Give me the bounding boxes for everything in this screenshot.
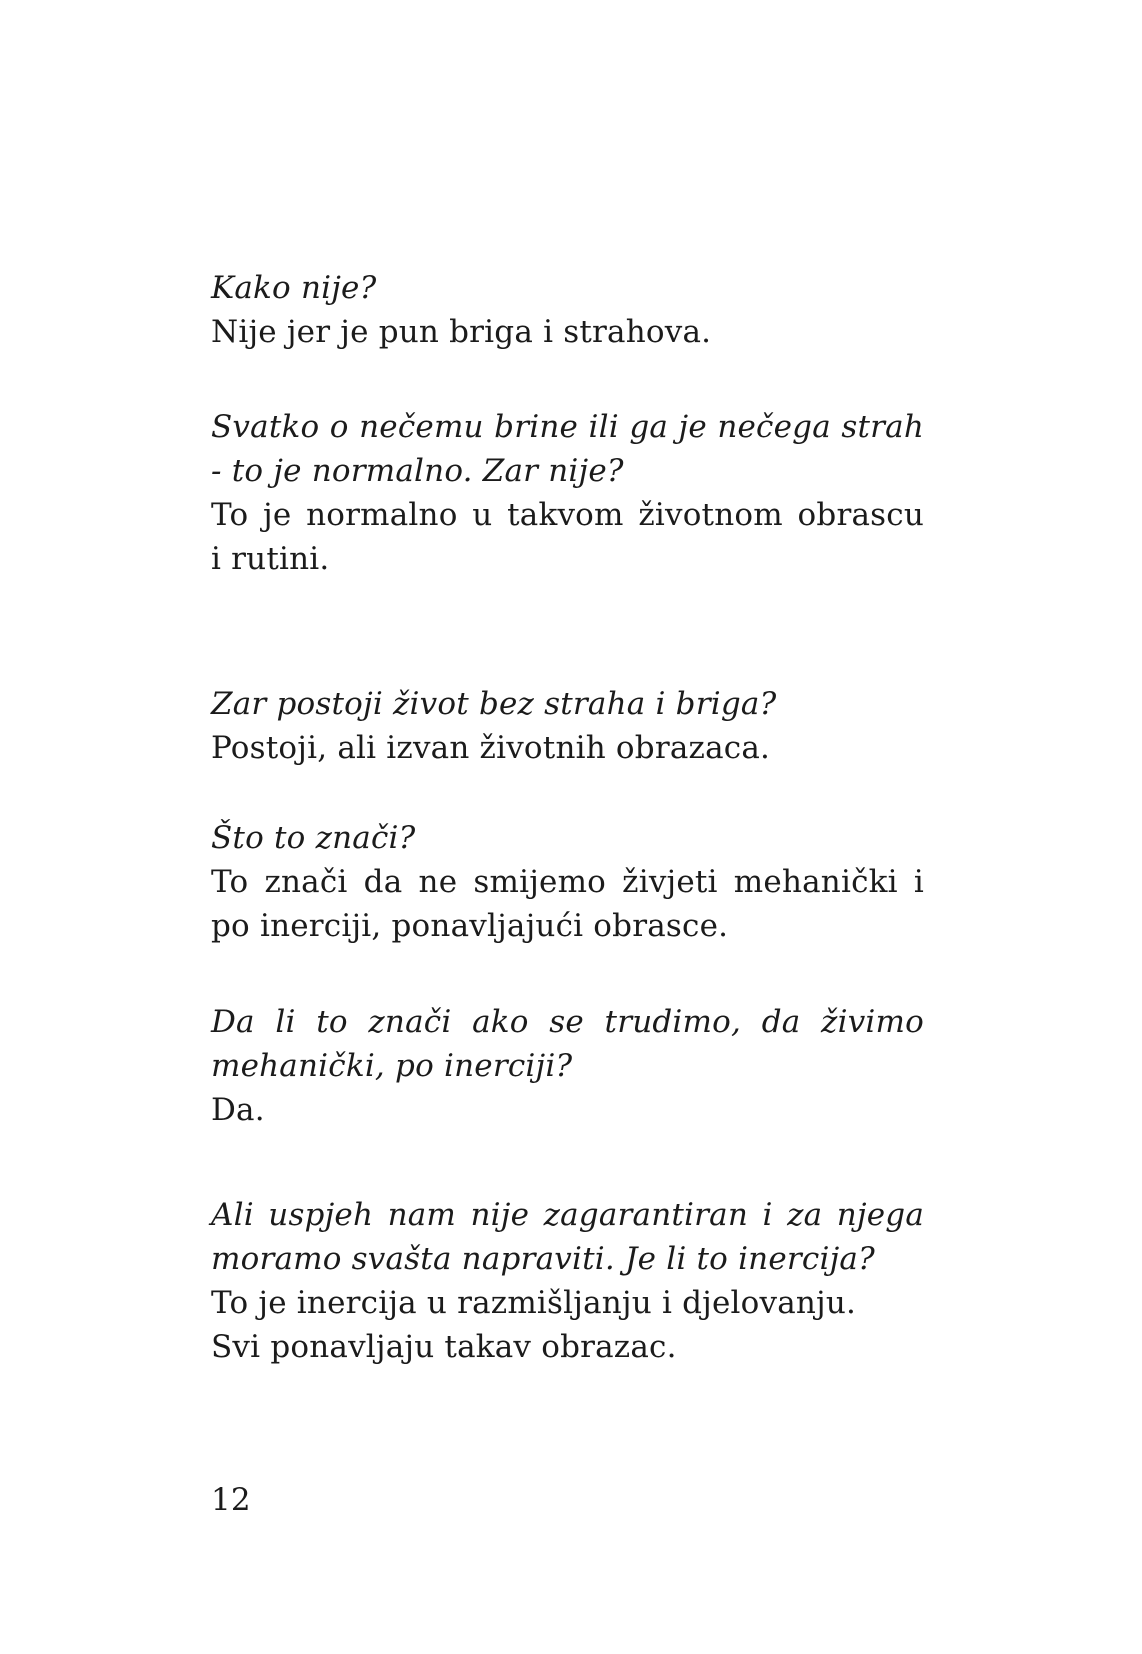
dialogue-block [211, 266, 924, 354]
dialogue-answer-line: i rutini. [211, 541, 330, 577]
dialogue-question-line: mehanički, po inerciji? [211, 1048, 573, 1084]
text-column [211, 266, 924, 1369]
dialogue-answer-line: To je inercija u razmišljanju i djelovanju. [211, 1285, 857, 1321]
dialogue-answer-line: Nije jer je pun briga i strahova. [211, 314, 712, 350]
dialogue-block [211, 682, 924, 770]
dialogue-question-line: Zar postoji život bez straha i briga? [211, 686, 777, 722]
dialogue-block [211, 1000, 924, 1132]
dialogue-answer-line: To znači da ne smijemo živjeti mehanički i [211, 864, 924, 900]
dialogue-question-line: moramo svašta napraviti. Je li to inercija? [211, 1241, 875, 1277]
dialogue-question-line: Što to znači? [211, 820, 416, 856]
dialogue-question-line: Ali uspjeh nam nije zagarantiran i za njega [211, 1197, 924, 1233]
dialogue-block [211, 1193, 924, 1369]
page-number: 12 [211, 1482, 251, 1518]
dialogue-answer-line: Postoji, ali izvan životnih obrazaca. [211, 730, 771, 766]
dialogue-question-line: Da li to znači ako se trudimo, da živimo [211, 1004, 924, 1040]
dialogue-block [211, 816, 924, 948]
dialogue-answer-line: To je normalno u takvom životnom obrascu [211, 497, 924, 533]
dialogue-block [211, 405, 924, 581]
dialogue-answer-line: Da. [211, 1092, 265, 1128]
dialogue-answer-line: Svi ponavljaju takav obrazac. [211, 1329, 677, 1365]
dialogue-question-line: - to je normalno. Zar nije? [211, 453, 624, 489]
dialogue-question-line: Svatko o nečemu brine ili ga je nečega strah [211, 409, 924, 445]
dialogue-answer-line: po inerciji, ponavljajući obrasce. [211, 908, 729, 944]
dialogue-question-line: Kako nije? [211, 270, 377, 306]
